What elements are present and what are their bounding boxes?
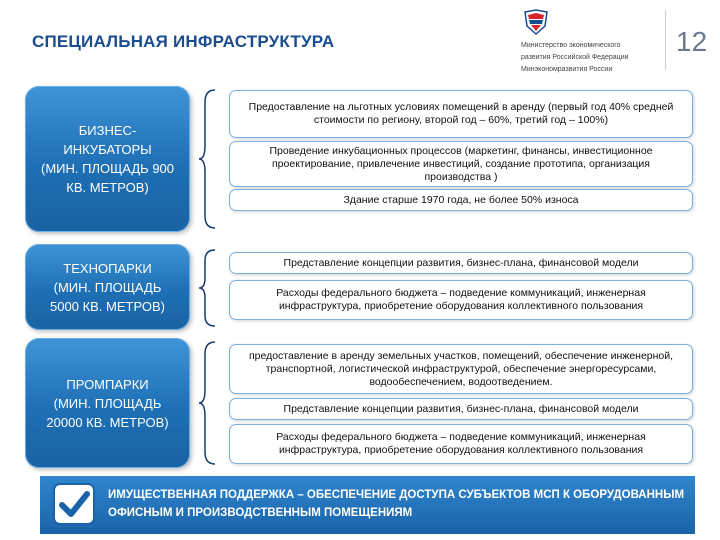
header-divider — [665, 10, 666, 70]
category-label: ТЕХНОПАРКИ (МИН. ПЛОЩАДЬ 5000 КВ. МЕТРОВ) — [50, 260, 165, 314]
info-text: Проведение инкубационных процессов (маркетинг, финансы, инвестиционное проектирование, привлечение инвестиций, создание прототипа, организация производства ) — [269, 144, 653, 183]
category-industrial-parks — [25, 338, 190, 468]
left-brace-icon — [197, 88, 217, 230]
category-label: БИЗНЕС- ИНКУБАТОРЫ (МИН. ПЛОЩАДЬ 900 КВ. МЕТРОВ) — [40, 123, 175, 195]
slide-number: 12 — [676, 26, 708, 57]
info-box — [229, 90, 693, 138]
checkmark-icon — [52, 482, 96, 526]
category-technoparks — [25, 244, 190, 330]
info-box — [229, 344, 693, 394]
ministry-line-2: развития Российской Федерации — [521, 54, 629, 61]
ministry-name — [521, 40, 671, 76]
info-text: Расходы федерального бюджета – подведение коммуникаций, инженерная инфраструктура, приобретение оборудования коллективного пользования — [276, 287, 646, 312]
info-text: Здание старше 1970 года, не более 50% износа — [343, 193, 579, 206]
ministry-line-3: Минэкономразвития России — [521, 66, 613, 73]
left-brace-icon — [197, 248, 217, 328]
info-text: предоставление в аренду земельных участков, помещений, обеспечение инженерной, транспортной, логистической инфраструктурой, обеспечение энергоресурсами, водообеспечением, водоотведением. — [248, 349, 674, 388]
info-text: Расходы федерального бюджета – подведение коммуникаций, инженерная инфраструктура, приобретение оборудования коллективного пользования — [276, 431, 646, 456]
left-brace-icon — [197, 340, 217, 466]
info-text: Представление концепции развития, бизнес-плана, финансовой модели — [283, 256, 639, 269]
info-text: Предоставление на льготных условиях помещений в аренду (первый год 40% средней стоимости по региону, второй год – 60%, третий год – 100%) — [248, 101, 674, 126]
banner-text: ИМУЩЕСТВЕННАЯ ПОДДЕРЖКА – ОБЕСПЕЧЕНИЕ ДОСТУПА СУБЪЕКТОВ МСП К ОБОРУДОВАННЫМ ОФИСНЫМ И ПРОИЗВОДСТВЕННЫМ ПОМЕЩЕНИЯМ — [108, 489, 685, 519]
info-box — [229, 280, 693, 320]
category-label: ПРОМПАРКИ (МИН. ПЛОЩАДЬ 20000 КВ. МЕТРОВ) — [46, 376, 169, 430]
slide-header — [0, 0, 720, 80]
ministry-line-1: Министерство экономического — [521, 42, 621, 49]
page-title: СПЕЦИАЛЬНАЯ ИНФРАСТРУКТУРА — [32, 32, 335, 51]
ministry-emblem-icon — [521, 8, 551, 36]
info-box — [229, 424, 693, 464]
info-box — [229, 141, 693, 187]
info-text: Представление концепции развития, бизнес-плана, финансовой модели — [283, 402, 639, 415]
info-box — [229, 189, 693, 211]
info-box — [229, 252, 693, 274]
info-box — [229, 398, 693, 420]
category-business-incubators — [25, 86, 190, 232]
